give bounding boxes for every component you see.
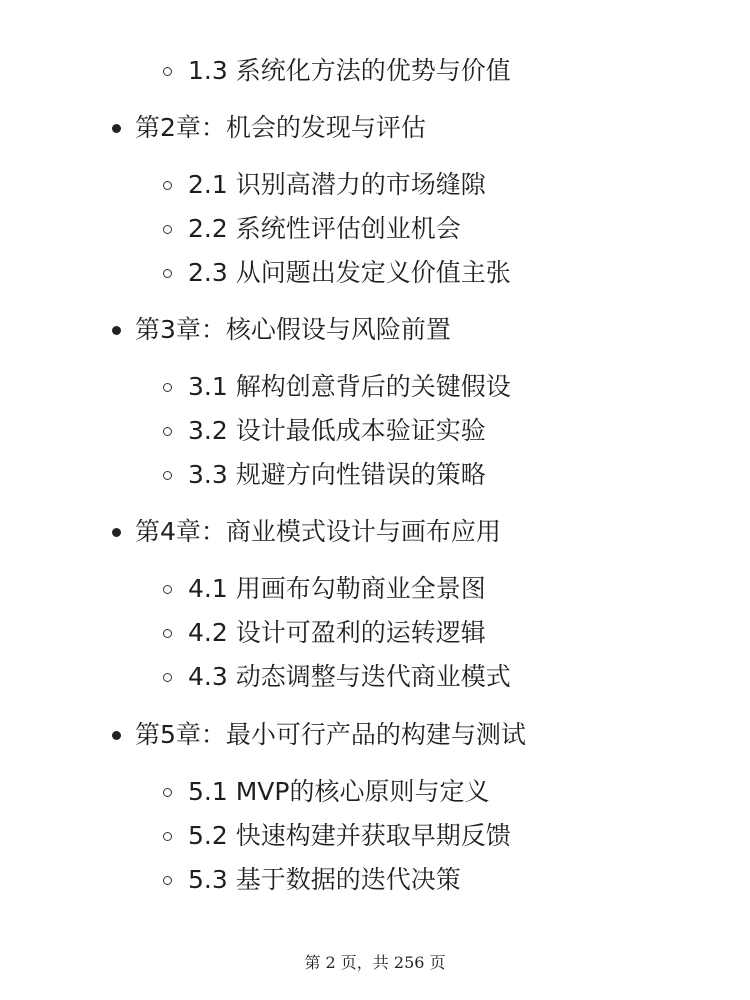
- filled-bullet-icon: [112, 528, 121, 537]
- hollow-bullet-icon: [163, 629, 172, 638]
- hollow-bullet-icon: [163, 427, 172, 436]
- hollow-bullet-icon: [163, 67, 172, 76]
- toc-subsection: 2.2 系统性评估创业机会: [188, 214, 461, 243]
- toc-chapter: 第2章：机会的发现与评估: [135, 113, 426, 142]
- hollow-bullet-icon: [163, 585, 172, 594]
- toc-subsection: 5.3 基于数据的迭代决策: [188, 865, 461, 894]
- hollow-bullet-icon: [163, 876, 172, 885]
- toc-chapter: 第3章：核心假设与风险前置: [135, 315, 451, 344]
- toc-chapter: 第4章：商业模式设计与画布应用: [135, 517, 501, 546]
- hollow-bullet-icon: [163, 383, 172, 392]
- filled-bullet-icon: [112, 326, 121, 335]
- hollow-bullet-icon: [163, 181, 172, 190]
- toc-subsection: 2.3 从问题出发定义价值主张: [188, 258, 511, 287]
- toc-subsection: 5.2 快速构建并获取早期反馈: [188, 821, 511, 850]
- page-number-footer: 第 2 页，共 256 页: [304, 953, 446, 972]
- toc-subsection: 3.1 解构创意背后的关键假设: [188, 372, 511, 401]
- toc-subsection: 3.3 规避方向性错误的策略: [188, 460, 486, 489]
- filled-bullet-icon: [112, 124, 121, 133]
- hollow-bullet-icon: [163, 788, 172, 797]
- hollow-bullet-icon: [163, 673, 172, 682]
- hollow-bullet-icon: [163, 471, 172, 480]
- toc-subsection: 1.3 系统化方法的优势与价值: [188, 56, 511, 85]
- toc-subsection: 5.1 MVP的核心原则与定义: [188, 777, 490, 806]
- toc-chapter: 第5章：最小可行产品的构建与测试: [135, 720, 526, 749]
- toc-subsection: 4.2 设计可盈利的运转逻辑: [188, 618, 486, 647]
- hollow-bullet-icon: [163, 225, 172, 234]
- toc-subsection: 4.1 用画布勾勒商业全景图: [188, 574, 486, 603]
- hollow-bullet-icon: [163, 269, 172, 278]
- toc-subsection: 2.1 识别高潜力的市场缝隙: [188, 170, 486, 199]
- filled-bullet-icon: [112, 731, 121, 740]
- toc-subsection: 4.3 动态调整与迭代商业模式: [188, 662, 511, 691]
- hollow-bullet-icon: [163, 832, 172, 841]
- toc-subsection: 3.2 设计最低成本验证实验: [188, 416, 486, 445]
